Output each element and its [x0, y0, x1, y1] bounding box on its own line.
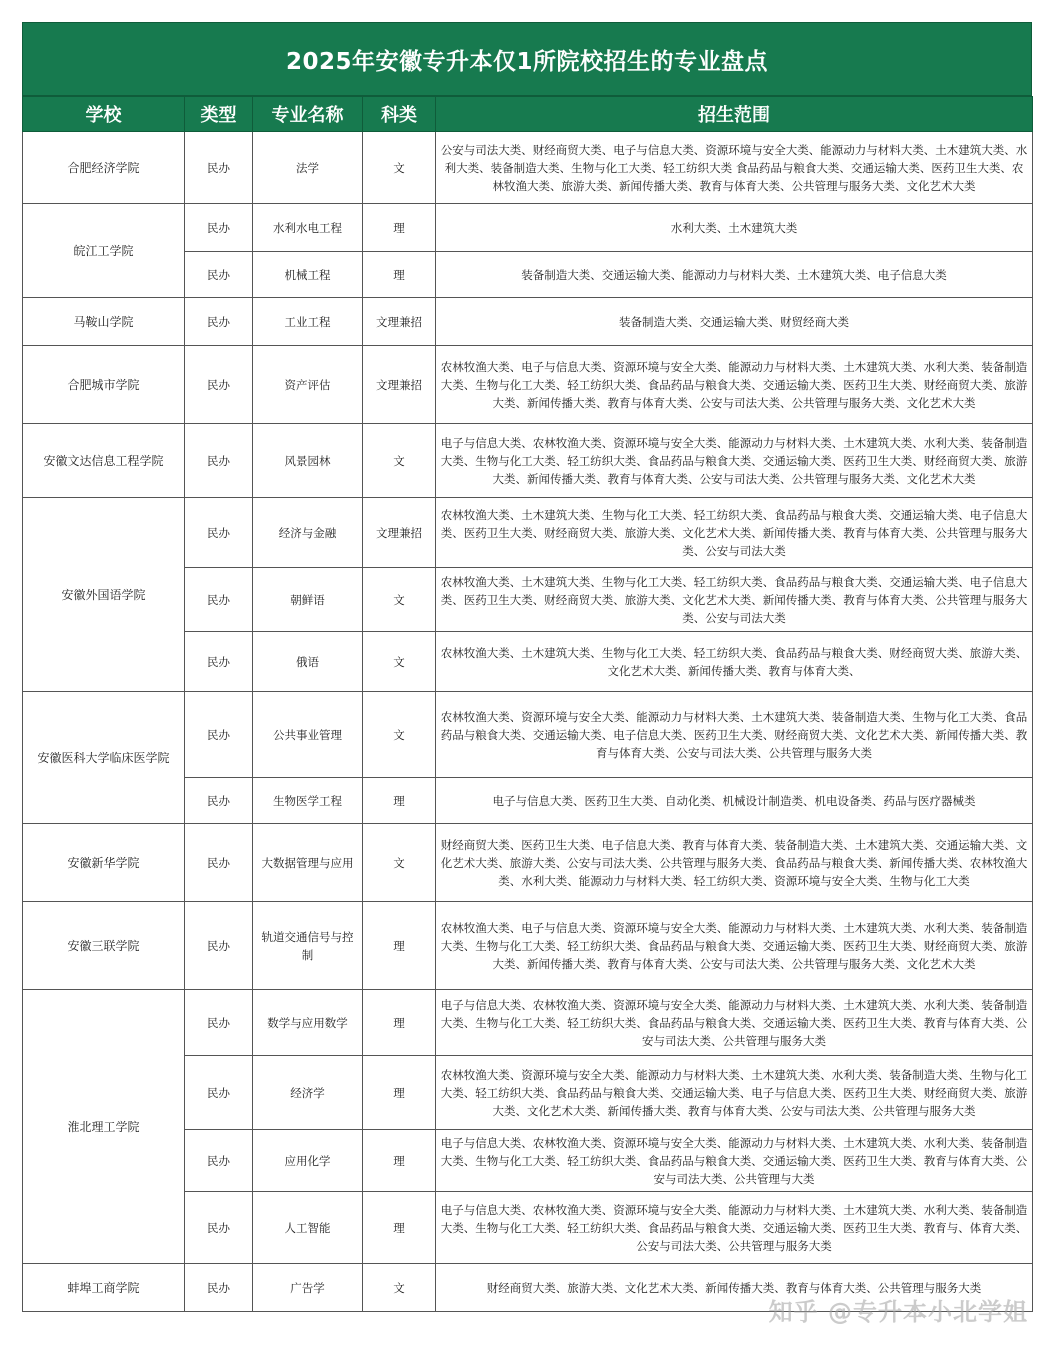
cell-range: 公安与司法大类、财经商贸大类、电子与信息大类、资源环境与安全大类、能源动力与材料大类、土木建筑大类、水利大类、装备制造大类、生物与化工大类、轻工纺织大类 食品药品与粮食大类、交通运输大类、医药卫生大类、农林牧渔大类、旅游大类、新闻传播大类、教育与体育大类、公共管理与服务大类、文化艺术大类 [436, 132, 1033, 204]
header-type: 类型 [185, 97, 253, 132]
cell-subject: 理 [363, 990, 436, 1056]
cell-major: 水利水电工程 [253, 204, 363, 252]
cell-subject: 文理兼招 [363, 498, 436, 568]
cell-type: 民办 [185, 1130, 253, 1192]
cell-major: 生物医学工程 [253, 778, 363, 824]
cell-range: 农林牧渔大类、资源环境与安全大类、能源动力与材料大类、土木建筑大类、水利大类、装备制造大类、生物与化工大类、轻工纺织大类、食品药品与粮食大类、交通运输大类、电子与信息大类、医药卫生大类、财经商贸大类、旅游大类、文化艺术大类、新闻传播大类、教育与体育大类、公安与司法大类、公共管理与服务大类 [436, 1056, 1033, 1130]
cell-type: 民办 [185, 204, 253, 252]
table-row [23, 298, 1033, 346]
table-row [23, 346, 1033, 424]
cell-type: 民办 [185, 298, 253, 346]
cell-range: 水利大类、土木建筑大类 [436, 204, 1033, 252]
cell-type: 民办 [185, 1056, 253, 1130]
cell-type: 民办 [185, 424, 253, 498]
cell-subject: 理 [363, 1056, 436, 1130]
cell-major: 经济学 [253, 1056, 363, 1130]
majors-table [22, 96, 1033, 1312]
cell-subject: 理 [363, 1130, 436, 1192]
cell-school: 合肥经济学院 [23, 132, 185, 204]
cell-range: 农林牧渔大类、电子与信息大类、资源环境与安全大类、能源动力与材料大类、土木建筑大类、水利大类、装备制造大类、生物与化工大类、轻工纺织大类、食品药品与粮食大类、交通运输大类、医药卫生大类、财经商贸大类、旅游大类、新闻传播大类、教育与体育大类、公安与司法大类、公共管理与服务大类、文化艺术大类 [436, 346, 1033, 424]
table-row [23, 990, 1033, 1056]
cell-type: 民办 [185, 252, 253, 298]
cell-range: 装备制造大类、交通运输大类、财贸经商大类 [436, 298, 1033, 346]
table-row [23, 132, 1033, 204]
cell-major: 轨道交通信号与控制 [253, 902, 363, 990]
header-range: 招生范围 [436, 97, 1033, 132]
table-row [23, 902, 1033, 990]
cell-subject: 文 [363, 568, 436, 632]
cell-range: 电子与信息大类、农林牧渔大类、资源环境与安全大类、能源动力与材料大类、土木建筑大类、水利大类、装备制造大类、生物与化工大类、轻工纺织大类、食品药品与粮食大类、交通运输大类、医药卫生大类、教育与体育大类、公安与司法大类、公共管理与大类 [436, 1130, 1033, 1192]
cell-school: 皖江工学院 [23, 204, 185, 298]
cell-major: 法学 [253, 132, 363, 204]
cell-range: 财经商贸大类、医药卫生大类、电子信息大类、教育与体育大类、装备制造大类、土木建筑大类、交通运输大类、文化艺术大类、旅游大类、公安与司法大类、公共管理与服务大类、食品药品与粮食大类、新闻传播大类、农林牧渔大类、水利大类、能源动力与材料大类、轻工纺织大类、资源环境与安全大类、生物与化工大类 [436, 824, 1033, 902]
cell-school: 蚌埠工商学院 [23, 1264, 185, 1312]
header-subject: 科类 [363, 97, 436, 132]
cell-major: 俄语 [253, 632, 363, 692]
cell-major: 工业工程 [253, 298, 363, 346]
page-title: 2025年安徽专升本仅1所院校招生的专业盘点 [22, 22, 1032, 96]
cell-subject: 文 [363, 1264, 436, 1312]
table-body [23, 132, 1033, 1312]
cell-school: 淮北理工学院 [23, 990, 185, 1264]
cell-range: 农林牧渔大类、电子与信息大类、资源环境与安全大类、能源动力与材料大类、土木建筑大类、水利大类、装备制造大类、生物与化工大类、轻工纺织大类、食品药品与粮食大类、交通运输大类、医药卫生大类、财经商贸大类、旅游大类、新闻传播大类、教育与体育大类、公安与司法大类、公共管理与服务大类、文化艺术大类 [436, 902, 1033, 990]
cell-major: 机械工程 [253, 252, 363, 298]
cell-subject: 文理兼招 [363, 346, 436, 424]
cell-subject: 理 [363, 778, 436, 824]
cell-subject: 理 [363, 902, 436, 990]
cell-range: 农林牧渔大类、土木建筑大类、生物与化工大类、轻工纺织大类、食品药品与粮食大类、财经商贸大类、旅游大类、文化艺术大类、新闻传播大类、教育与体育大类、 [436, 632, 1033, 692]
cell-school: 安徽医科大学临床医学院 [23, 692, 185, 824]
table-row [23, 424, 1033, 498]
cell-type: 民办 [185, 498, 253, 568]
table-row [23, 824, 1033, 902]
table-row [23, 1264, 1033, 1312]
cell-school: 合肥城市学院 [23, 346, 185, 424]
cell-major: 朝鲜语 [253, 568, 363, 632]
cell-type: 民办 [185, 990, 253, 1056]
cell-major: 人工智能 [253, 1192, 363, 1264]
cell-subject: 理 [363, 1192, 436, 1264]
header-major: 专业名称 [253, 97, 363, 132]
cell-range: 财经商贸大类、旅游大类、文化艺术大类、新闻传播大类、教育与体育大类、公共管理与服务大类 [436, 1264, 1033, 1312]
cell-type: 民办 [185, 1192, 253, 1264]
cell-type: 民办 [185, 778, 253, 824]
cell-range: 农林牧渔大类、土木建筑大类、生物与化工大类、轻工纺织大类、食品药品与粮食大类、交通运输大类、电子信息大类、医药卫生大类、财经商贸大类、旅游大类、文化艺术大类、新闻传播大类、教育与体育大类、公共管理与服务大类、公安与司法大类 [436, 568, 1033, 632]
cell-range: 电子与信息大类、农林牧渔大类、资源环境与安全大类、能源动力与材料大类、土木建筑大类、水利大类、装备制造大类、生物与化工大类、轻工纺织大类、食品药品与粮食大类、交通运输大类、医药卫生大类、教育与、体育大类、公安与司法大类、公共管理与服务大类 [436, 1192, 1033, 1264]
cell-major: 资产评估 [253, 346, 363, 424]
cell-range: 电子与信息大类、农林牧渔大类、资源环境与安全大类、能源动力与材料大类、土木建筑大类、水利大类、装备制造大类、生物与化工大类、轻工纺织大类、食品药品与粮食大类、交通运输大类、医药卫生大类、教育与体育大类、公安与司法大类、公共管理与服务大类 [436, 990, 1033, 1056]
cell-major: 广告学 [253, 1264, 363, 1312]
cell-subject: 文 [363, 824, 436, 902]
cell-major: 应用化学 [253, 1130, 363, 1192]
cell-type: 民办 [185, 824, 253, 902]
table-row [23, 204, 1033, 252]
cell-subject: 文 [363, 132, 436, 204]
table-row [23, 498, 1033, 568]
cell-subject: 文理兼招 [363, 298, 436, 346]
cell-school: 马鞍山学院 [23, 298, 185, 346]
cell-subject: 文 [363, 632, 436, 692]
cell-type: 民办 [185, 632, 253, 692]
cell-school: 安徽外国语学院 [23, 498, 185, 692]
cell-range: 电子与信息大类、农林牧渔大类、资源环境与安全大类、能源动力与材料大类、土木建筑大类、水利大类、装备制造大类、生物与化工大类、轻工纺织大类、食品药品与粮食大类、交通运输大类、医药卫生大类、财经商贸大类、旅游大类、新闻传播大类、教育与体育大类、公安与司法大类、公共管理与服务大类、文化艺术大类 [436, 424, 1033, 498]
cell-major: 经济与金融 [253, 498, 363, 568]
cell-type: 民办 [185, 692, 253, 778]
header-school: 学校 [23, 97, 185, 132]
cell-type: 民办 [185, 902, 253, 990]
cell-subject: 理 [363, 204, 436, 252]
table-row [23, 692, 1033, 778]
cell-subject: 理 [363, 252, 436, 298]
cell-type: 民办 [185, 568, 253, 632]
cell-subject: 文 [363, 424, 436, 498]
cell-major: 风景园林 [253, 424, 363, 498]
cell-school: 安徽文达信息工程学院 [23, 424, 185, 498]
cell-range: 电子与信息大类、医药卫生大类、自动化类、机械设计制造类、机电设备类、药品与医疗器械类 [436, 778, 1033, 824]
cell-range: 农林牧渔大类、土木建筑大类、生物与化工大类、轻工纺织大类、食品药品与粮食大类、交通运输大类、电子信息大类、医药卫生大类、财经商贸大类、旅游大类、文化艺术大类、新闻传播大类、教育与体育大类、公共管理与服务大类、公安与司法大类 [436, 498, 1033, 568]
cell-subject: 文 [363, 692, 436, 778]
cell-major: 数学与应用数学 [253, 990, 363, 1056]
cell-type: 民办 [185, 346, 253, 424]
cell-school: 安徽新华学院 [23, 824, 185, 902]
watermark-text: 知乎 @专升本小北学姐 [768, 1298, 1028, 1326]
table-container [22, 22, 1032, 1312]
cell-range: 农林牧渔大类、资源环境与安全大类、能源动力与材料大类、土木建筑大类、装备制造大类、生物与化工大类、食品药品与粮食大类、交通运输大类、电子信息大类、医药卫生大类、财经商贸大类、文化艺术大类、新闻传播大类、教育与体育大类、公安与司法大类、公共管理与服务大类 [436, 692, 1033, 778]
cell-type: 民办 [185, 132, 253, 204]
cell-range: 装备制造大类、交通运输大类、能源动力与材料大类、土木建筑大类、电子信息大类 [436, 252, 1033, 298]
cell-major: 公共事业管理 [253, 692, 363, 778]
cell-major: 大数据管理与应用 [253, 824, 363, 902]
cell-school: 安徽三联学院 [23, 902, 185, 990]
cell-type: 民办 [185, 1264, 253, 1312]
header-row [23, 97, 1033, 132]
